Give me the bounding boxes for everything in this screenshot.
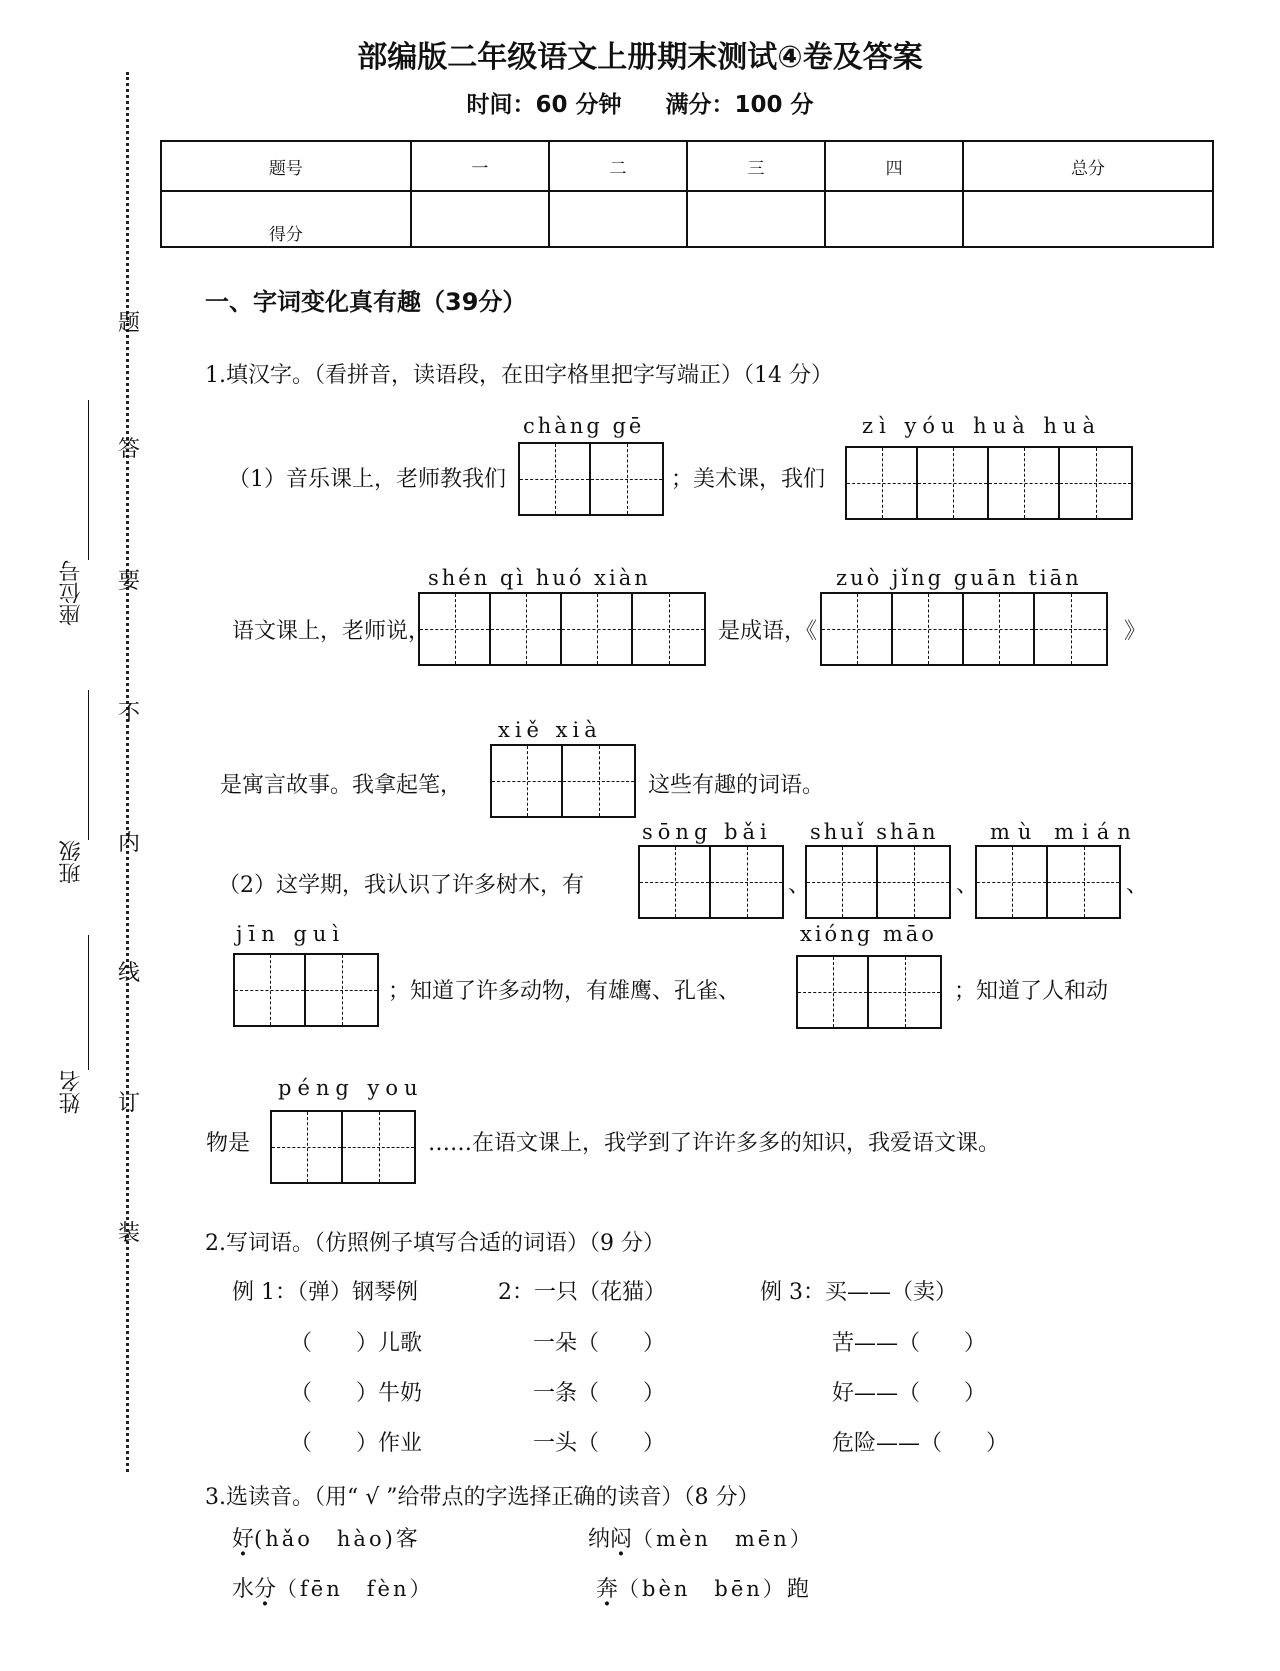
score-input-cell[interactable] [687, 191, 825, 247]
tianzige-cell[interactable] [893, 594, 964, 664]
q1-text: 这些有趣的词语。 [648, 773, 825, 798]
name-line[interactable] [88, 935, 89, 1070]
pinyin-options[interactable]: (hǎo hào) [254, 1527, 396, 1551]
tianzige-cell[interactable] [591, 444, 662, 514]
dotted-char: 好 [232, 1527, 255, 1552]
tianzige-grid[interactable] [270, 1110, 416, 1184]
binding-char: 要 [118, 569, 141, 594]
q1-text: 物是 [206, 1131, 251, 1156]
score-table [160, 140, 1214, 248]
binding-char: 装 [118, 1221, 141, 1246]
seat-number-label: 座位号 [59, 560, 84, 626]
pinyin-label: péng you [278, 1076, 424, 1100]
tianzige-cell[interactable] [562, 594, 633, 664]
question-1-title: 1.填汉字。（看拼音，读语段，在田字格里把字写端正）（14 分） [205, 363, 833, 388]
pinyin-label: zuò jǐng guān tiān [836, 566, 1082, 590]
q1-text: ；知道了许多动物，有雄鹰、孔雀、 [388, 979, 741, 1004]
pinyin-options[interactable]: （mèn mēn） [632, 1527, 814, 1551]
score-table-cell: 题号 [161, 141, 411, 191]
pinyin-label: xiě xià [498, 718, 602, 742]
tianzige-cell[interactable] [563, 746, 634, 816]
tianzige-cell[interactable] [869, 957, 940, 1027]
tianzige-cell[interactable] [822, 594, 893, 664]
pinyin-label: jīn guì [236, 922, 346, 946]
tianzige-grid[interactable] [975, 845, 1121, 919]
score-input-cell[interactable] [411, 191, 549, 247]
pinyin-label: zì yóu huà huà [862, 414, 1101, 438]
tianzige-cell[interactable] [491, 594, 562, 664]
tianzige-cell[interactable] [633, 594, 704, 664]
binding-char: 答 [118, 437, 141, 462]
q2-blank-item[interactable]: 一头（ ） [533, 1431, 666, 1456]
q1-text: 是成语，《 [718, 619, 818, 644]
tianzige-cell[interactable] [977, 847, 1048, 917]
q3-item[interactable] [596, 1572, 809, 1603]
pinyin-label: shuǐ shān [810, 820, 939, 844]
score-table-score-row [161, 191, 1213, 247]
question-3-title: 3.选读音。（用“ √ ”给带点的字选择正确的读音）（8 分） [205, 1485, 760, 1510]
tianzige-cell[interactable] [343, 1112, 414, 1182]
tianzige-cell[interactable] [711, 847, 782, 917]
page-title: 部编版二年级语文上册期末测试④卷及答案 [357, 40, 923, 75]
q1-separator: 、 [788, 873, 811, 898]
q2-blank-item[interactable]: （ ）作业 [290, 1431, 423, 1456]
tianzige-cell[interactable] [235, 955, 306, 1025]
tianzige-cell[interactable] [272, 1112, 343, 1182]
exam-full-score: 满分：100 分 [665, 92, 814, 118]
exam-time: 时间：60 分钟 [466, 92, 622, 118]
tianzige-cell[interactable] [492, 746, 563, 816]
q1-separator: 、 [956, 873, 979, 898]
tianzige-grid[interactable] [490, 744, 636, 818]
pinyin-label: sōng bǎi [642, 820, 772, 844]
dotted-char: 奔 [596, 1577, 619, 1602]
q3-item[interactable] [232, 1522, 418, 1553]
score-input-cell[interactable] [549, 191, 687, 247]
q2-blank-item[interactable]: 苦——（ ） [832, 1331, 987, 1356]
binding-char: 订 [118, 1091, 141, 1116]
score-input-cell[interactable] [963, 191, 1213, 247]
question-2-title: 2.写词语。（仿照例子填写合适的词语）（9 分） [205, 1231, 665, 1256]
tianzige-grid[interactable] [805, 845, 951, 919]
pinyin-label: chàng gē [523, 414, 645, 438]
pinyin-options[interactable]: （bèn bēn） [618, 1577, 787, 1601]
tianzige-cell[interactable] [918, 448, 989, 518]
score-table-cell: 一 [411, 141, 549, 191]
q1-text: ……在语文课上，我学到了许许多多的知识，我爱语文课。 [428, 1131, 1001, 1156]
q3-item[interactable] [588, 1522, 814, 1553]
q2-blank-item[interactable]: 一条（ ） [533, 1381, 666, 1406]
tianzige-cell[interactable] [1035, 594, 1106, 664]
q2-blank-item[interactable]: （ ）牛奶 [290, 1381, 423, 1406]
binding-char: 题 [118, 311, 141, 336]
score-table-cell: 四 [825, 141, 963, 191]
q1-text: ；知道了人和动 [954, 979, 1109, 1004]
tianzige-grid[interactable] [820, 592, 1108, 666]
dotted-char: 分 [254, 1577, 277, 1602]
tianzige-cell[interactable] [1060, 448, 1131, 518]
tianzige-cell[interactable] [989, 448, 1060, 518]
tianzige-grid[interactable] [845, 446, 1133, 520]
q2-blank-item[interactable]: 一朵（ ） [533, 1331, 666, 1356]
tianzige-grid[interactable] [796, 955, 942, 1029]
pinyin-label: shén qì huó xiàn [428, 566, 651, 590]
pinyin-options[interactable]: （fēn fèn） [276, 1577, 434, 1601]
q2-blank-item[interactable]: （ ）儿歌 [290, 1331, 423, 1356]
q1-text: 是寓言故事。我拿起笔， [220, 773, 463, 798]
tianzige-cell[interactable] [520, 444, 591, 514]
score-table-cell: 三 [687, 141, 825, 191]
tianzige-cell[interactable] [847, 448, 918, 518]
name-label: 姓名 [59, 1070, 84, 1114]
class-label: 班级 [59, 840, 84, 884]
q3-word-rest: 跑 [786, 1577, 809, 1602]
pinyin-label: xióng māo [800, 922, 937, 946]
tianzige-cell[interactable] [306, 955, 377, 1025]
tianzige-cell[interactable] [878, 847, 949, 917]
q1-text: （1）音乐课上，老师教我们 [228, 467, 506, 492]
q1-text: （2）这学期，我认识了许多树木，有 [218, 873, 584, 898]
tianzige-cell[interactable] [798, 957, 869, 1027]
binding-char: 线 [118, 961, 141, 986]
q2-example: 例 1：（弹）钢琴例 [232, 1280, 418, 1305]
q1-separator: 、 [1126, 873, 1149, 898]
binding-char: 内 [118, 831, 141, 856]
q1-text: ；美术课，我们 [671, 467, 826, 492]
tianzige-grid[interactable] [638, 845, 784, 919]
score-input-cell[interactable] [825, 191, 963, 247]
tianzige-cell[interactable] [964, 594, 1035, 664]
section-heading: 一、字词变化真有趣（39分） [205, 288, 527, 316]
pinyin-label: mù mián [990, 820, 1139, 844]
tianzige-cell[interactable] [1048, 847, 1119, 917]
tianzige-cell[interactable] [420, 594, 491, 664]
q3-word-rest: 客 [395, 1527, 418, 1552]
q3-word-pre: 纳 [588, 1527, 611, 1552]
seat-number-line[interactable] [88, 400, 89, 560]
binding-char: 不 [118, 701, 141, 726]
q2-blank-item[interactable]: 好——（ ） [832, 1381, 987, 1406]
dotted-char: 闷 [610, 1527, 633, 1552]
tianzige-grid[interactable] [418, 592, 706, 666]
class-line[interactable] [88, 690, 89, 840]
q1-text: 语文课上，老师说， [232, 619, 431, 644]
q3-word-pre: 水 [232, 1577, 255, 1602]
score-label-cell: 得分 [161, 191, 411, 247]
q3-item[interactable] [232, 1572, 433, 1603]
q2-blank-item[interactable]: 危险——（ ） [832, 1431, 1009, 1456]
score-table-cell: 二 [549, 141, 687, 191]
tianzige-grid[interactable] [518, 442, 664, 516]
binding-dotted-line [126, 72, 129, 1472]
tianzige-cell[interactable] [807, 847, 878, 917]
tianzige-cell[interactable] [640, 847, 711, 917]
q1-text: 》 [1124, 619, 1147, 644]
tianzige-grid[interactable] [233, 953, 379, 1027]
q2-example: 2：一只（花猫） [498, 1280, 666, 1305]
exam-info [0, 86, 1280, 119]
score-table-cell: 总分 [963, 141, 1213, 191]
score-table-header-row [161, 141, 1213, 191]
q2-example: 例 3：买——（卖） [760, 1280, 957, 1305]
